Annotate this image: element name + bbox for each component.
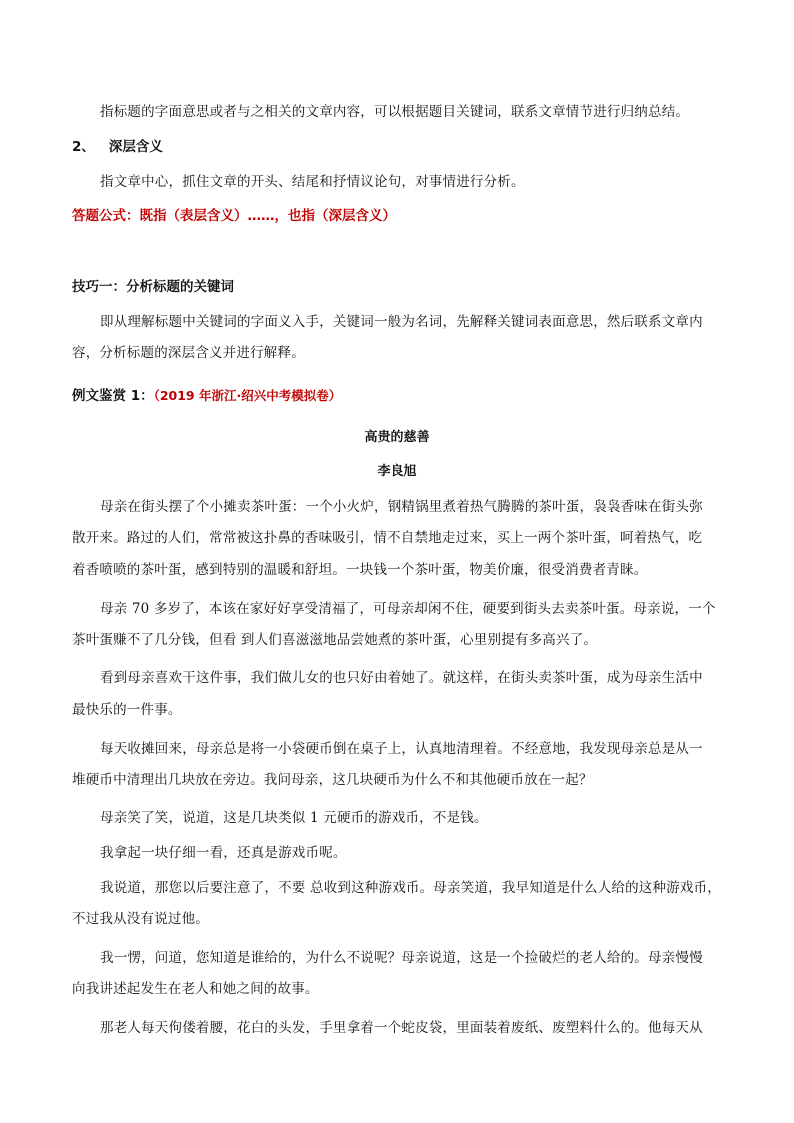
article-line: 堆硬币中清理出几块放在旁边。我问母亲，这几块硬币为什么不和其他硬币放在一起？ <box>72 772 593 788</box>
article-line: 最快乐的一件事。 <box>72 702 182 718</box>
skill-desc-line-2: 容，分析标题的深层含义并进行解释。 <box>72 345 305 361</box>
skill-desc-line-1: 即从理解标题中关键词的字面义入手，关键词一般为名词，先解释关键词表面意思，然后联系文章内 <box>100 314 703 330</box>
article-line: 看到母亲喜欢干这件事，我们做儿女的也只好由着她了。就这样，在街头卖茶叶蛋，成为母亲生活中 <box>100 670 703 686</box>
example-source: （2019 年浙江·绍兴中考模拟卷） <box>153 388 342 403</box>
article-title: 高贵的慈善 <box>364 430 430 445</box>
article-line: 那老人每天佝偻着腰，花白的头发，手里拿着一个蛇皮袋，里面装着废纸、废塑料什么的。他每天从 <box>100 1020 703 1036</box>
article-line: 不过我从没有说过他。 <box>72 911 209 927</box>
article-line: 我说道，那您以后要注意了，不要 总收到这种游戏币。母亲笑道，我早知道是什么人给的这种游戏币， <box>100 880 721 896</box>
article-line: 散开来。路过的人们，常常被这扑鼻的香味吸引，情不自禁地走过来，买上一两个茶叶蛋，呵着热气，吃 <box>72 530 703 546</box>
article-line: 着香喷喷的茶叶蛋，感到特别的温暖和舒坦。一块钱一个茶叶蛋，物美价廉，很受消费者青睐。 <box>72 562 648 578</box>
item-2-title: 深层含义 <box>108 139 163 155</box>
example-label: 例文鉴赏 1： <box>72 388 154 404</box>
article-author: 李良旭 <box>377 464 417 479</box>
article-line: 我拿起一块仔细一看，还真是游戏币呢。 <box>100 845 347 861</box>
intro-paragraph-1: 指标题的字面意思或者与之相关的文章内容，可以根据题目关键词，联系文章情节进行归纳总结。 <box>100 104 690 120</box>
article-line: 茶叶蛋赚不了几分钱，但看 到人们喜滋滋地品尝她煮的茶叶蛋，心里别提有多高兴了。 <box>72 632 598 648</box>
answer-formula: 答题公式：既指（表层含义）……，也指（深层含义） <box>72 208 396 224</box>
item-2-number: 2、 <box>72 139 95 155</box>
article-line: 母亲 70 多岁了，本该在家好好享受清福了，可母亲却闲不住，硬要到街头去卖茶叶蛋。母亲说，一个 <box>100 601 716 617</box>
intro-paragraph-2: 指文章中心，抓住文章的开头、结尾和抒情议论句，对事情进行分析。 <box>100 174 525 190</box>
article-line: 母亲笑了笑，说道，这是几块类似 1 元硬币的游戏币，不是钱。 <box>100 810 488 826</box>
article-line: 向我讲述起发生在老人和她之间的故事。 <box>72 981 319 997</box>
skill-title: 技巧一：分析标题的关键词 <box>72 279 234 295</box>
article-line: 每天收摊回来，母亲总是将一小袋硬币倒在桌子上，认真地清理着。不经意地，我发现母亲总是从一 <box>100 741 703 757</box>
example-heading <box>72 386 341 406</box>
article-line: 我一愣，问道，您知道是谁给的，为什么不说呢？母亲说道，这是一个捡破烂的老人给的。母亲慢慢 <box>100 950 703 966</box>
item-2-heading <box>72 137 163 157</box>
article-line: 母亲在街头摆了个小摊卖茶叶蛋：一个小火炉，钢精锅里煮着热气腾腾的茶叶蛋，袅袅香味在街头弥 <box>100 499 703 515</box>
